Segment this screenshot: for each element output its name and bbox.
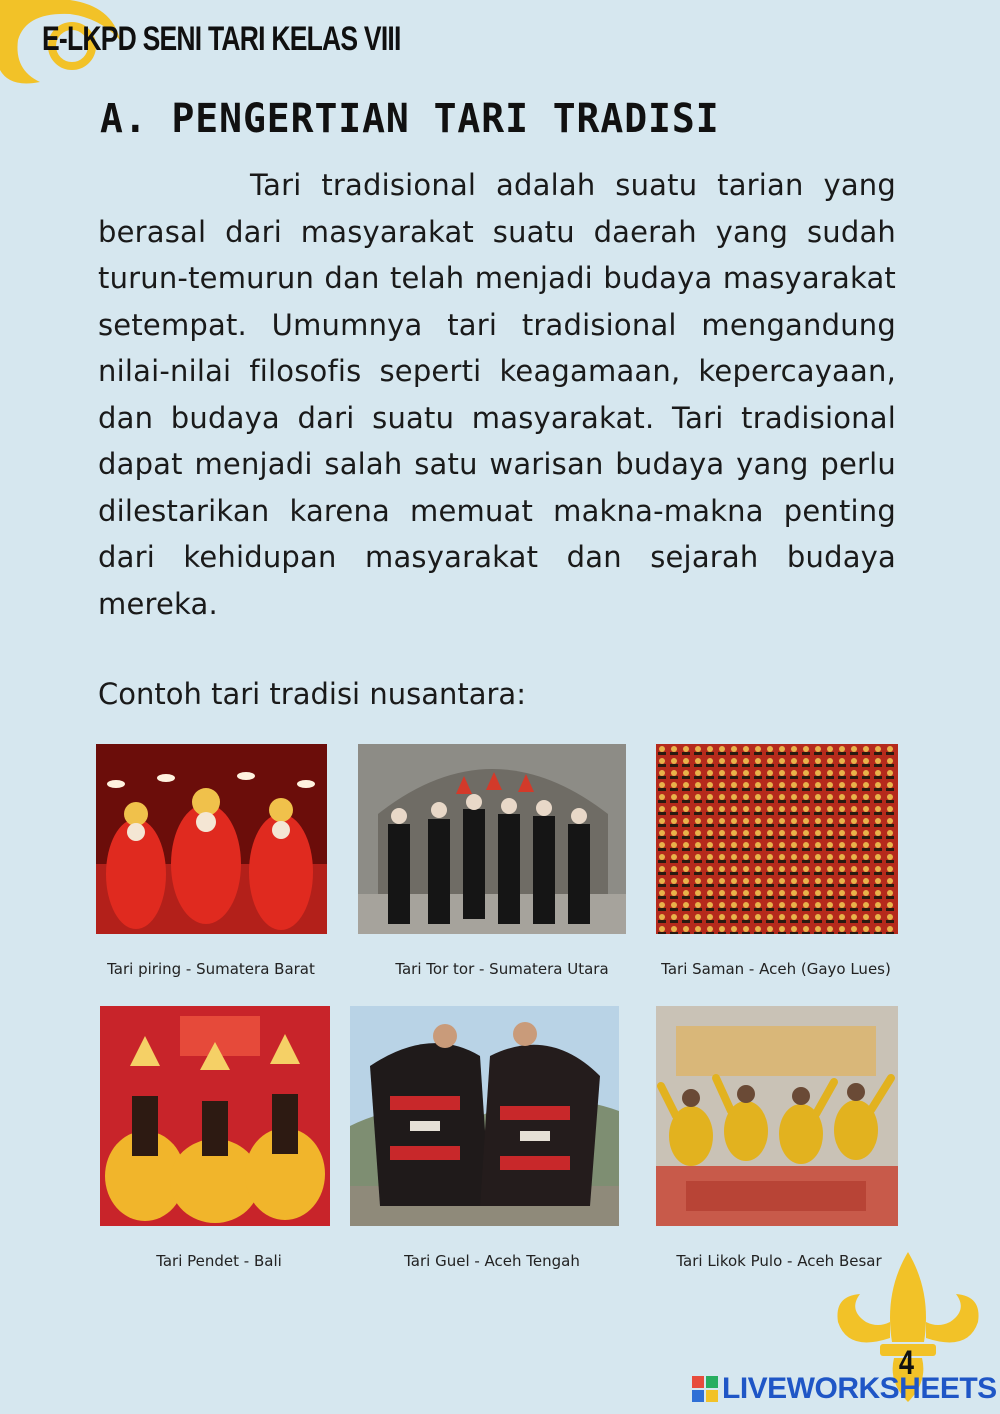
- caption-tari-pendet: Tari Pendet - Bali: [156, 1252, 282, 1270]
- liveworksheets-logo-icon: [692, 1376, 718, 1402]
- caption-tari-tor-tor: Tari Tor tor - Sumatera Utara: [395, 960, 609, 978]
- liveworksheets-label: LIVEWORKSHEETS: [722, 1372, 997, 1405]
- intro-paragraph: Tari tradisional adalah suatu tarian yang berasal dari masyarakat suatu daerah yang sudah turun-temurun dan telah menjadi budaya masyarakat setempat. Umumnya tari tradisional mengandung nilai-nilai filosofis seperti keagamaan, kepercayaan, dan budaya dari suatu masyarakat. Tari tradisional dapat menjadi salah satu warisan budaya yang perlu dilestarikan karena memuat makna-makna penting dari kehidupan masyarakat dan sejarah budaya mereka.: [98, 168, 896, 621]
- examples-label: Contoh tari tradisi nusantara:: [98, 677, 526, 711]
- page-number: 4: [898, 1344, 915, 1382]
- photo-tari-guel: [350, 1006, 619, 1226]
- photo-tari-likok-pulo: [656, 1006, 898, 1226]
- photo-tari-pendet: [100, 1006, 330, 1226]
- worksheet-title: E-LKPD SENI TARI KELAS VIII: [42, 20, 401, 58]
- section-heading: A. PENGERTIAN TARI TRADISI: [100, 96, 720, 142]
- photo-tari-piring: [96, 744, 327, 934]
- caption-tari-saman: Tari Saman - Aceh (Gayo Lues): [661, 960, 891, 978]
- liveworksheets-badge[interactable]: [692, 1372, 997, 1406]
- photo-tari-saman: [656, 744, 898, 934]
- photo-tari-tor-tor: [358, 744, 626, 934]
- caption-tari-piring: Tari piring - Sumatera Barat: [107, 960, 315, 978]
- caption-tari-guel: Tari Guel - Aceh Tengah: [404, 1252, 580, 1270]
- caption-tari-likok-pulo: Tari Likok Pulo - Aceh Besar: [676, 1252, 882, 1270]
